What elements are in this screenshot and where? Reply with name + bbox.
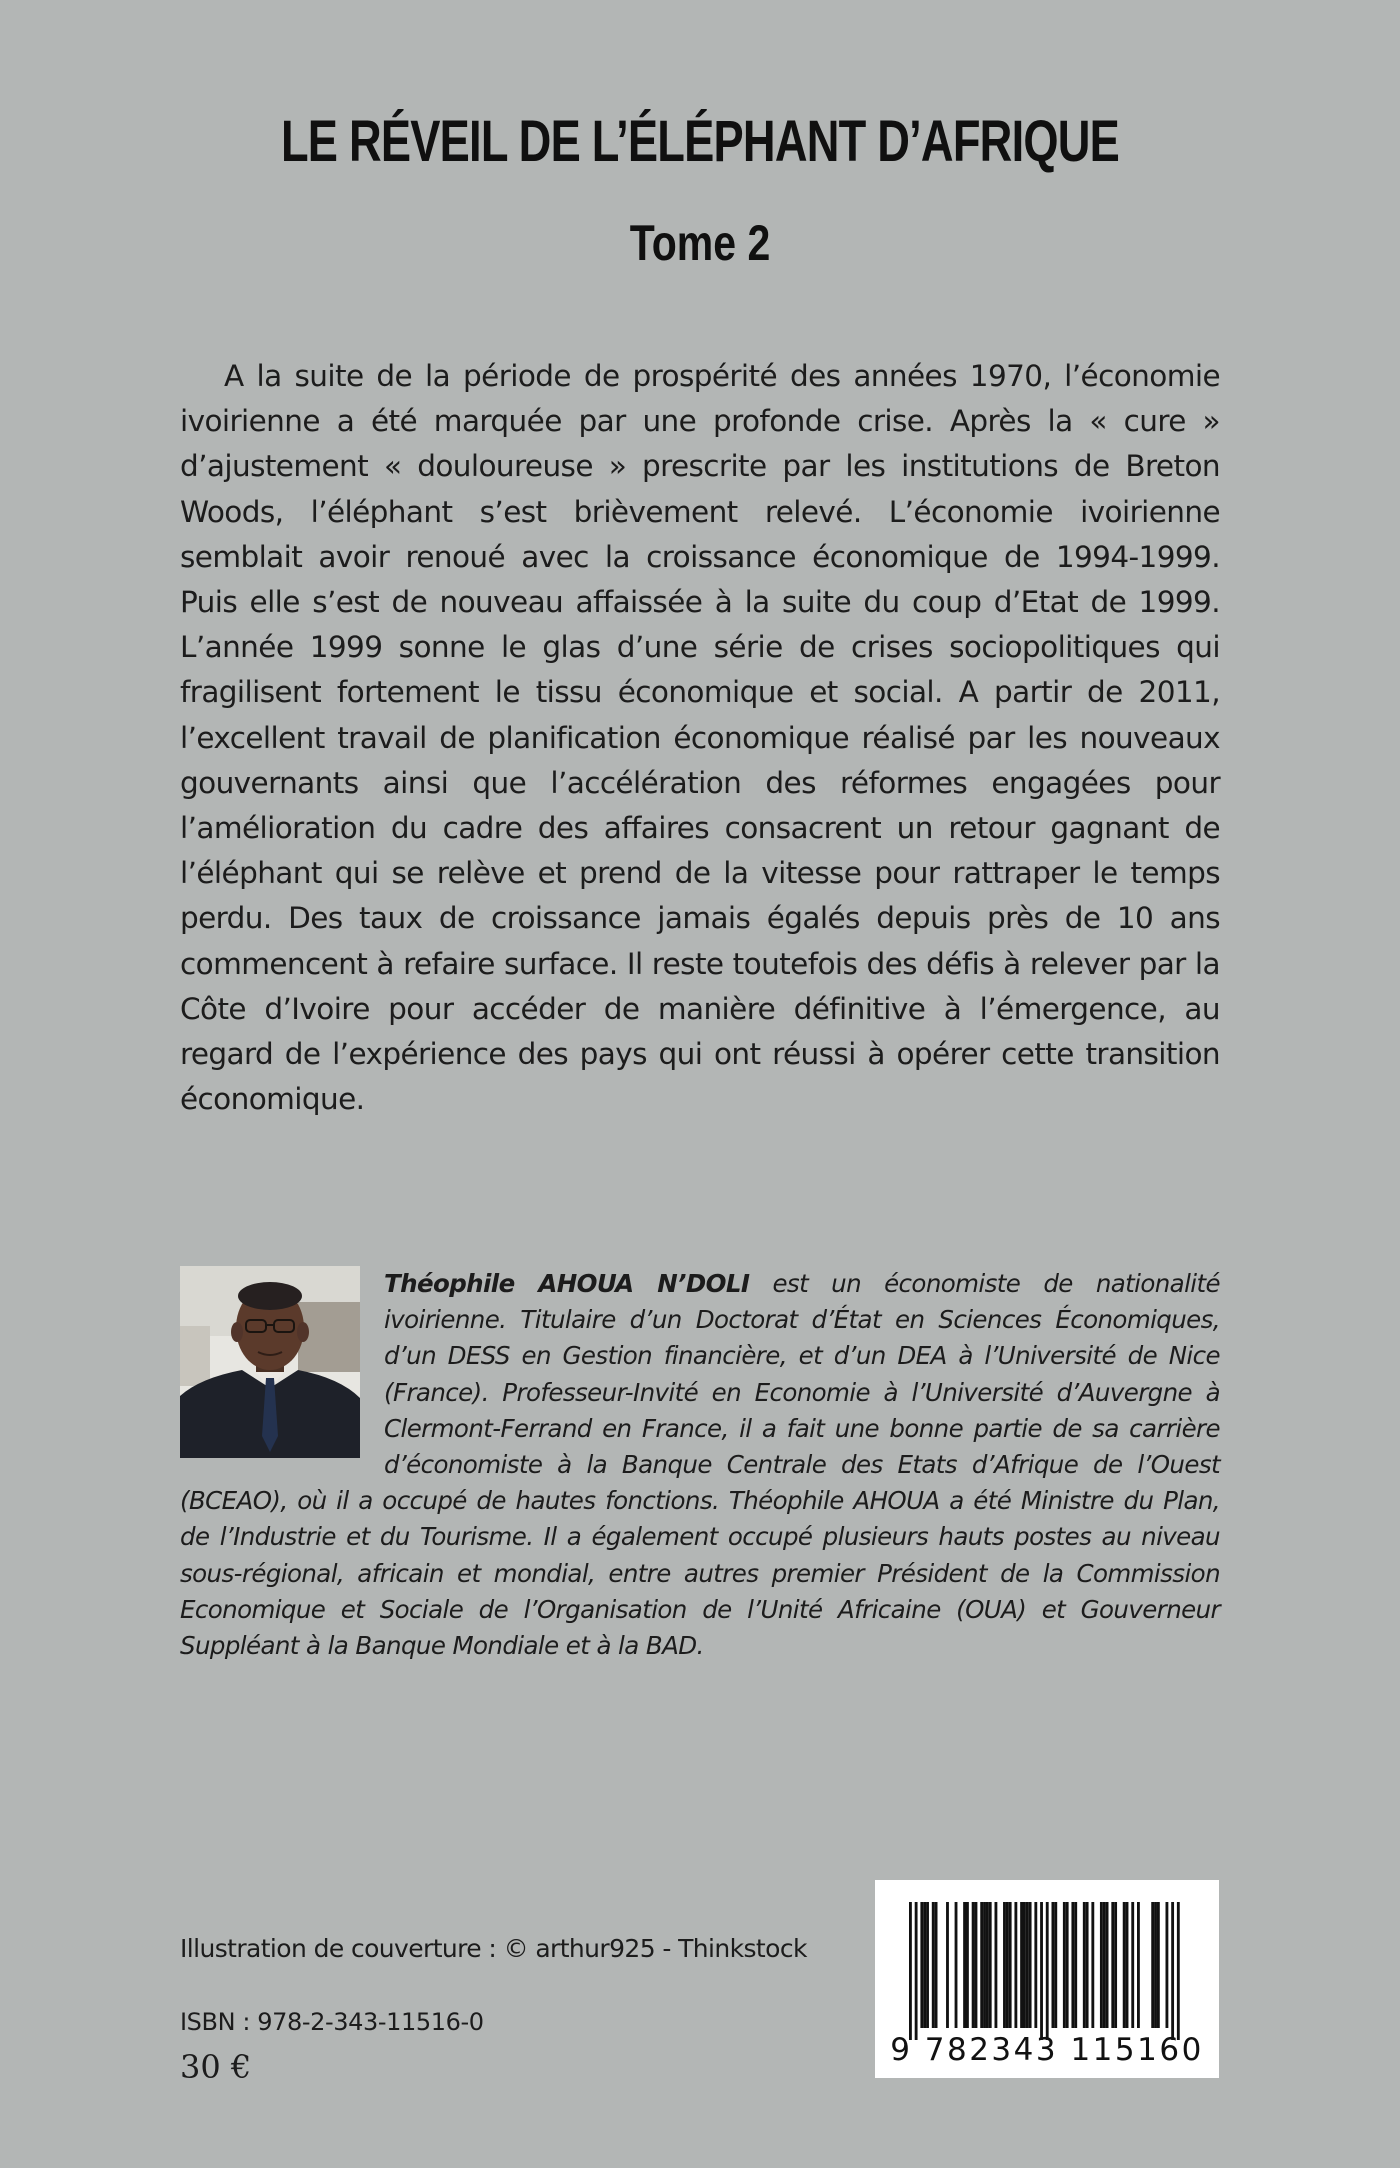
barcode-bar [1009,1902,1012,2028]
barcode-bar [1114,1902,1117,2028]
barcode-bar [1083,1902,1086,2028]
barcode-bar [1014,1902,1017,2028]
barcode-bar [983,1902,986,2028]
barcode [875,1880,1219,2078]
barcode-bar [1003,1902,1006,2028]
barcode-bar [980,1902,983,2028]
barcode-bar [1040,1902,1043,2040]
barcode-bar [995,1902,998,2028]
barcode-bar [989,1902,992,2028]
barcode-bar [923,1902,926,2028]
barcode-bar [932,1902,935,2028]
book-title: LE RÉVEIL DE L’ÉLÉPHANT D’AFRIQUE [280,109,1120,174]
barcode-bar [1100,1902,1103,2028]
volume-label: Tome 2 [629,215,771,271]
barcode-bar [1103,1902,1106,2028]
barcode-bar [1086,1902,1089,2028]
barcode-bar [1151,1902,1154,2028]
back-cover-blurb: A la suite de la période de prospérité des années 1970, l’économie ivoirienne a été marquée par une profonde crise. Après la « cure » d’ajustement « douloureuse » prescrite par les institutions de Breton Woods, l’éléphant s’est brièvement relevé. L’économie ivoirienne semblait avoir renoué avec la croissance économique de 1994-1999. Puis elle s’est de nouveau affaissée à la suite du coup d’Etat de 1999. L’année 1999 sonne le glas d’une série de crises sociopolitiques qui fragilisent fortement le tissu économique et social. A partir de 2011, l’excellent travail de planification économique réalisé par les nouveaux gouvernants ainsi que l’accélération des réformes engagées pour l’amélioration du cadre des affaires consacrent un retour gagnant de l’éléphant qui se relève et prend de la vitesse pour rattraper le temps perdu. Des taux de croissance jamais égalés depuis près de 10 ans commencent à refaire surface. Il reste toutefois des défis à relever par la Côte d’Ivoire pour accéder de manière définitive à l’émergence, au regard de l’expérience des pays qui ont réussi à opérer cette transition économique. [180,359,1220,1117]
barcode-bar [1131,1902,1134,2028]
barcode-bar [1023,1902,1026,2028]
barcode-bar [946,1902,949,2028]
barcode-bar [972,1902,975,2028]
barcode-bar [1074,1902,1077,2028]
barcode-bar [1106,1902,1109,2028]
barcode-bar [975,1902,978,2028]
barcode-bar [1046,1902,1049,2040]
barcode-bar [1063,1902,1066,2028]
barcode-bar [1066,1902,1069,2028]
barcode-bar [963,1902,966,2028]
barcode-bar [966,1902,969,2028]
barcode-bar [1157,1902,1160,2028]
barcode-bar [935,1902,938,2028]
barcode-bar [909,1902,912,2040]
author-photo-image [180,1266,360,1458]
barcode-bar [1029,1902,1032,2028]
barcode-bar [1054,1902,1057,2028]
author-photo [180,1266,360,1458]
barcode-bar [920,1902,923,2028]
barcode-bar [1091,1902,1094,2028]
barcode-bar [986,1902,989,2028]
barcode-bar [1026,1902,1029,2028]
barcode-bar [1071,1902,1074,2028]
barcode-bar [1177,1902,1180,2040]
author-name: Théophile AHOUA N’DOLI [384,1269,750,1298]
price: 30 € [180,2048,252,2086]
barcode-digits: 9 782343 115160 [890,2032,1204,2068]
barcode-bar [926,1902,929,2028]
barcode-bar [915,1902,918,2040]
barcode-bar [1126,1902,1129,2028]
isbn: ISBN : 978-2-343-11516-0 [180,2008,484,2036]
barcode-bar [1034,1902,1037,2028]
barcode-bar [1137,1902,1140,2028]
author-bio-section [180,1266,1220,1664]
barcode-bar [1052,1902,1055,2028]
barcode-bar [1171,1902,1174,2040]
barcode-bar [1166,1902,1169,2028]
barcode-bar [1111,1902,1114,2028]
barcode-bar [955,1902,958,2028]
barcode-bar [1123,1902,1126,2028]
author-bio: est un économiste de nationalité ivoirienne. Titulaire d’un Doctorat d’État en Sciences Économiques, d’un DESS en Gestion financière, et d’un DEA à l’Université de Nice (France). Professeur-Invité en Economie à l’Université d’Auvergne à Clermont-Ferrand en France, il a fait une bonne partie de sa carrière d’économiste à la Banque Centrale des Etats d’Afrique de l’Ouest (BCEAO), où il a occupé de hautes fonctions. Théophile AHOUA a été Ministre du Plan, de l’Industrie et du Tourisme. Il a également occupé plusieurs hauts postes au niveau sous-régional, africain et mondial, entre autres premier Président de la Commission Economique et Sociale de l’Organisation de l’Unité Africaine (OUA) et Gouverneur Suppléant à la Banque Mondiale et à la BAD. [180,1269,1220,1661]
barcode-bar [1154,1902,1157,2028]
illustration-credit: Illustration de couverture : © arthur925 - Thinkstock [180,1934,807,1963]
barcode-bar [1020,1902,1023,2028]
barcode-bar [1006,1902,1009,2028]
